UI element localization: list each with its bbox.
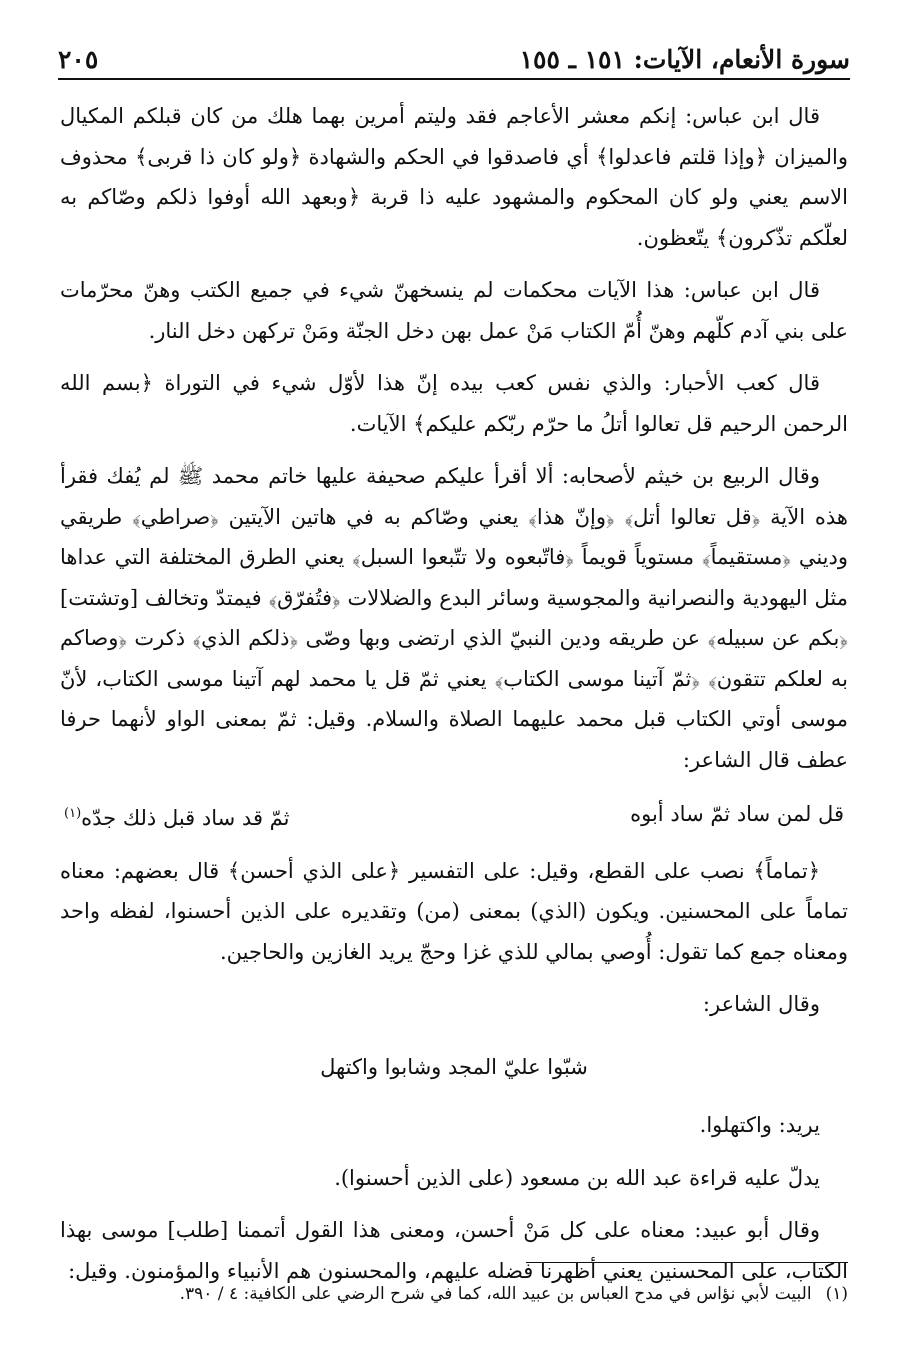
poetry-verse: [60, 792, 848, 841]
verse-second-hemistich: [64, 794, 289, 839]
paragraph-abu-ubaid: وقال أبو عبيد: معناه على كل مَنْ أحسن، ومعنى هذا القول أتممنا [طلب] موسى بهذا الكتاب، على المحسنين يعني أظهرنا فضله عليهم، والمحسنون هم الأنبياء والمؤمنون. وقيل:: [60, 1218, 848, 1283]
poet-intro: وقال الشاعر:: [702, 992, 820, 1016]
page-number: ٢٠٥: [58, 45, 99, 74]
verse-second-hemistich-text: ثمّ قد ساد قبل ذلك جدّه: [81, 806, 290, 830]
running-title: سورة الأنعام، الآيات: ١٥١ ـ ١٥٥: [519, 45, 850, 74]
paragraph-ibn-abbas-2: قال ابن عباس: هذا الآيات محكمات لم ينسخهنّ شيء في جميع الكتب وهنّ محرّمات على بني آدم كلّهم وهنّ أُمّ الكتاب مَنْ عمل بهن دخل الجنّة ومَنْ تركهن دخل النار.: [60, 278, 848, 343]
paragraph-rabi: وقال الربيع بن خيثم لأصحابه: ألا أقرأ عليكم صحيفة عليها خاتم محمد ﷺ لم يُفك فقرأ هذه الآية ﴿قل تعالوا أتل﴾ ﴿وإنّ هذا﴾ يعني وصّاكم به في هاتين الآيتين ﴿صراطي﴾ طريقي وديني ﴿مستقيماً﴾ مستوياً قويماً ﴿فاتّبعوه ولا تتّبعوا السبل﴾ يعني الطرق المختلفة التي عداها مثل اليهودية والنصرانية والمجوسية وسائر البدع والضلالات ﴿فتُفرّق﴾ فيمتدّ وتخالف [وتشتت] ﴿بكم عن سبيله﴾ عن طريقه ودين النبيّ الذي ارتضى وبها وصّى ﴿ذلكم الذي﴾ ذكرت ﴿وصاكم به لعلكم تتقون﴾ ﴿ثمّ آتينا موسى الكتاب﴾ يعني ثمّ قل يا محمد لهم آتينا موسى الكتاب، لأنّ موسى أوتي الكتاب قبل محمد عليهما الصلاة والسلام. وقيل: ثمّ بمعنى الواو لأنهما حرفا عطف قال الشاعر:: [60, 464, 848, 772]
poetry-verse-centered: شبّوا عليّ المجد وشابوا واكتهل: [320, 1054, 588, 1079]
paragraph-ibn-abbas-1: قال ابن عباس: إنكم معشر الأعاجم فقد وليتم أمرين بهما هلك من كان قبلكم المكيال والميزان ﴿وإذا قلتم فاعدلوا﴾ أي فاصدقوا في الحكم والشهادة ﴿ولو كان ذا قربى﴾ محذوف الاسم يعني ولو كان المحكوم والمشهود عليه ذا قربة ﴿وبعهد الله أوفوا ذلكم وصّاكم به لعلّكم تذّكرون﴾ يتّعظون.: [60, 104, 848, 250]
footnote-number: (١): [825, 1284, 848, 1304]
footnote: [60, 1280, 848, 1308]
footnote-ref: (١): [64, 806, 82, 821]
page-body: [60, 96, 848, 1303]
yurid-line: يريد: واكتهلوا.: [699, 1113, 820, 1137]
footnote-divider: [526, 1262, 848, 1263]
paragraph-kaab: قال كعب الأحبار: والذي نفس كعب بيده إنّ هذا لأوّل شيء في التوراة ﴿بسم الله الرحمن الرحيم قل تعالوا أتلُ ما حرّم ربّكم عليكم﴾ الآيات.: [60, 371, 848, 436]
paragraph-tamaman: ﴿تماماً﴾ نصب على القطع، وقيل: على التفسير ﴿على الذي أحسن﴾ قال بعضهم: معناه تماماً على المحسنين. ويكون (الذي) بمعنى (من) وتقديره على الذين أحسنوا، لفظه واحد ومعناه جمع كما تقول: أُوصي بمالي للذي غزا وحجّ يريد الغازين والحاجين.: [60, 858, 848, 964]
footnote-text: البيت لأبي نؤاس في مدح العباس بن عبيد الله، كما في شرح الرضي على الكافية: ٤ / ٣٩٠.: [179, 1284, 812, 1304]
evidence-line: يدلّ عليه قراءة عبد الله بن مسعود (على الذين أحسنوا).: [334, 1165, 820, 1190]
page-header: [58, 30, 850, 80]
verse-first-hemistich: قل لمن ساد ثمّ ساد أبوه: [630, 802, 844, 826]
